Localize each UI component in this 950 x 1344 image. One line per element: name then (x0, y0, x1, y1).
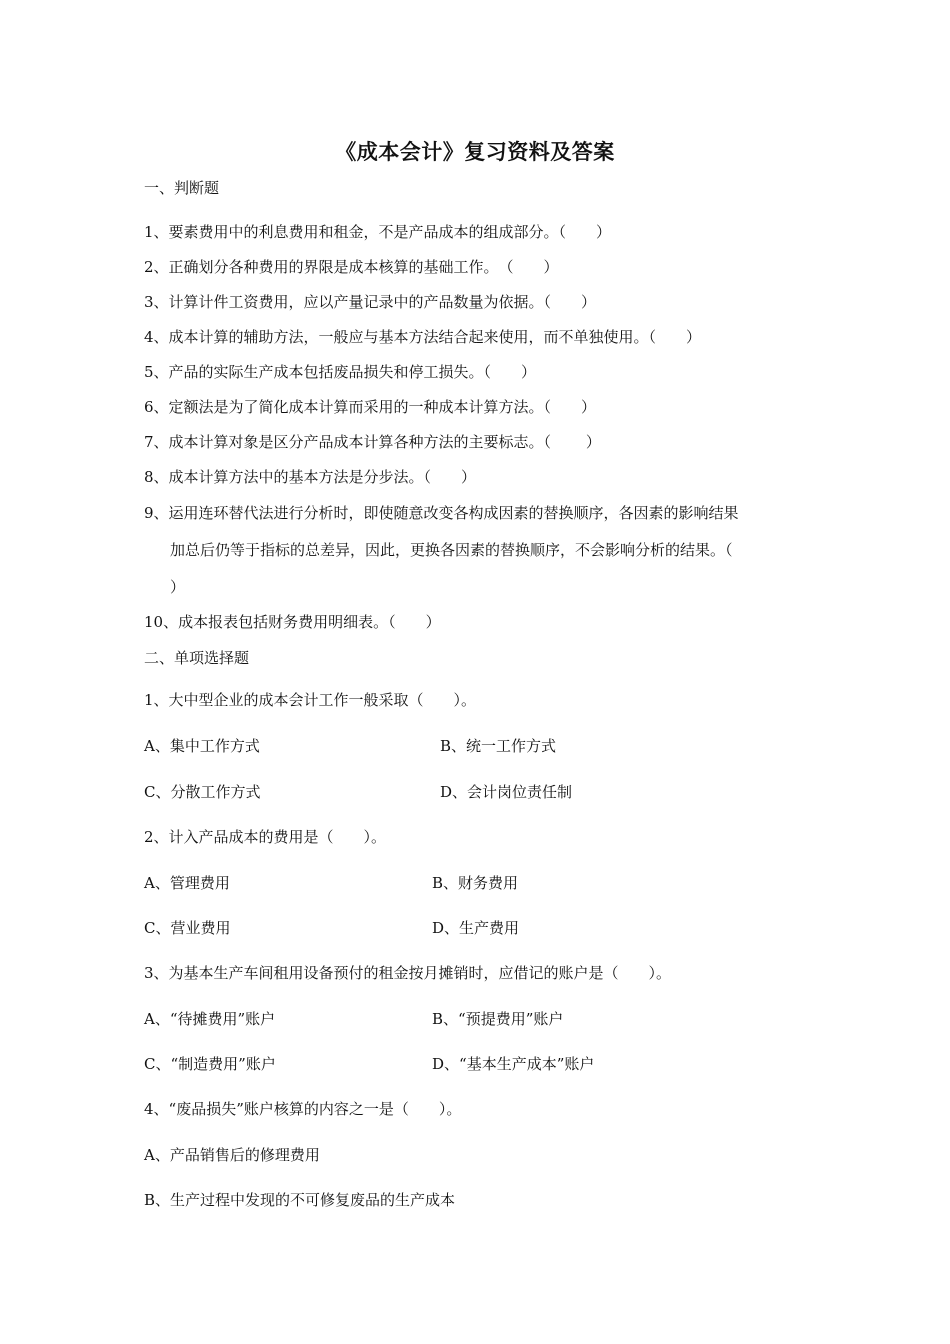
judgment-item-10: 10、成本报表包括财务费用明细表。（ ） (144, 613, 441, 631)
section-heading-single-choice: 二、单项选择题 (144, 649, 250, 667)
question-2-option-a: A、管理费用 (144, 874, 230, 892)
section-heading-judgment: 一、判断题 (144, 179, 220, 197)
judgment-item-3: 3、计算计件工资费用，应以产量记录中的产品数量为依据。（ ） (144, 293, 597, 311)
question-2-option-b: B、财务费用 (432, 874, 519, 892)
question-3-option-b: B、“预提费用”账户 (432, 1010, 564, 1028)
question-3-stem: 3、为基本生产车间租用设备预付的租金按月摊销时，应借记的账户是（ ）。 (144, 964, 672, 982)
judgment-item-9-line-2: 加总后仍等于指标的总差异，因此，更换各因素的替换顺序，不会影响分析的结果。（ (170, 541, 733, 559)
question-2-stem: 2、计入产品成本的费用是（ ）。 (144, 828, 387, 846)
question-1-option-b: B、统一工作方式 (440, 737, 557, 755)
page-title: 《成本会计》复习资料及答案 (335, 140, 615, 164)
question-4-stem: 4、“废品损失”账户核算的内容之一是（ ）。 (144, 1100, 462, 1118)
judgment-item-7: 7、成本计算对象是区分产品成本计算各种方法的主要标志。（ ） (144, 433, 601, 451)
question-2-option-c: C、营业费用 (144, 919, 231, 937)
judgment-item-9-line-3: ） (170, 578, 186, 596)
question-2-option-d: D、生产费用 (432, 919, 520, 937)
question-3-option-c: C、“制造费用”账户 (144, 1055, 276, 1073)
question-1-stem: 1、大中型企业的成本会计工作一般采取（ ）。 (144, 691, 477, 709)
question-4-option-b: B、生产过程中发现的不可修复废品的生产成本 (144, 1191, 456, 1209)
judgment-item-5: 5、产品的实际生产成本包括废品损失和停工损失。（ ） (144, 363, 537, 381)
question-3-option-d: D、“基本生产成本”账户 (432, 1055, 595, 1073)
judgment-item-1: 1、要素费用中的利息费用和租金，不是产品成本的组成部分。（ ） (144, 223, 612, 241)
judgment-item-9-line-1: 9、运用连环替代法进行分析时，即使随意改变各构成因素的替换顺序，各因素的影响结果 (144, 504, 739, 522)
judgment-item-4: 4、成本计算的辅助方法，一般应与基本方法结合起来使用，而不单独使用。（ ） (144, 328, 702, 346)
judgment-item-2: 2、正确划分各种费用的界限是成本核算的基础工作。 （ ） (144, 258, 559, 276)
question-4-option-a: A、产品销售后的修理费用 (144, 1146, 320, 1164)
judgment-item-8: 8、成本计算方法中的基本方法是分步法。（ ） (144, 468, 477, 486)
question-3-option-a: A、“待摊费用”账户 (144, 1010, 276, 1028)
judgment-item-6: 6、定额法是为了简化成本计算而采用的一种成本计算方法。（ ） (144, 398, 597, 416)
question-1-option-c: C、分散工作方式 (144, 783, 261, 801)
question-1-option-d: D、会计岗位责任制 (440, 783, 573, 801)
question-1-option-a: A、集中工作方式 (144, 737, 260, 755)
